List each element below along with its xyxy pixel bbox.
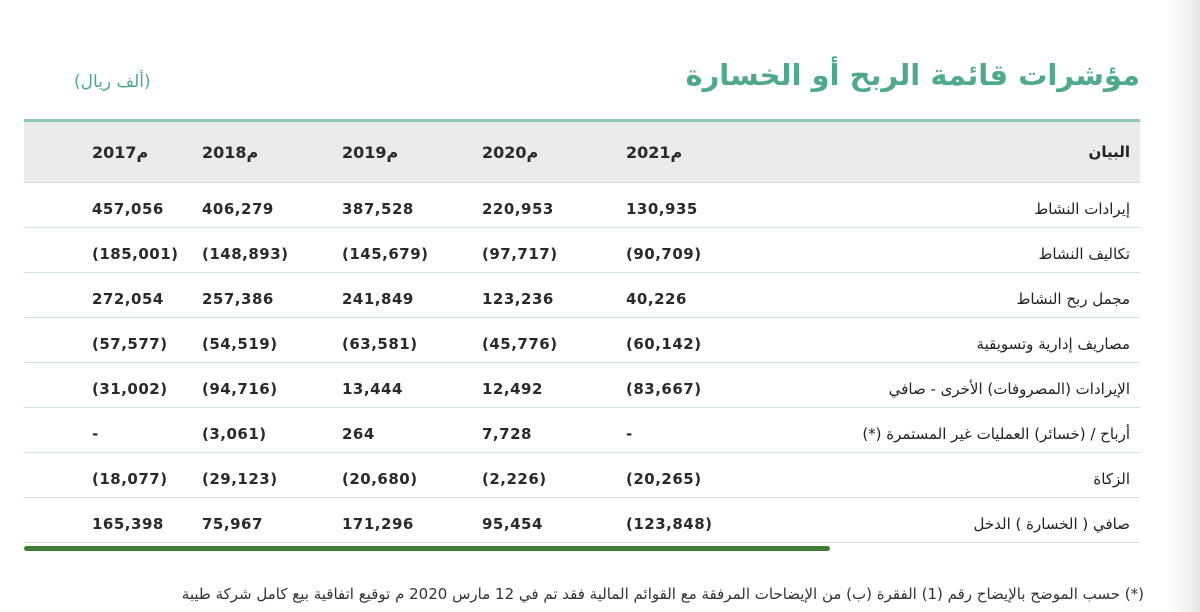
value-2020: 95,454 [482, 515, 543, 533]
value-2017: 165,398 [92, 515, 164, 533]
value-2018: 75,967 [202, 515, 263, 533]
table-row [24, 363, 1140, 408]
unit-label: (ألف ريال) [74, 72, 151, 92]
header-2018: 2018م [202, 142, 259, 162]
value-2019: 387,528 [342, 200, 414, 218]
table-header-row [24, 122, 1140, 183]
value-2018: (3,061) [202, 425, 267, 443]
value-2021: (83,667) [626, 380, 702, 398]
row-label: الإيرادات (المصروفات) الأخرى - صافي [888, 380, 1130, 398]
row-label: مصاريف إدارية وتسويقية [976, 335, 1130, 353]
header-2021: 2021م [626, 142, 683, 162]
page-title: مؤشرات قائمة الربح أو الخسارة [685, 58, 1140, 92]
value-2018: (29,123) [202, 470, 278, 488]
total-underline-bar [24, 546, 830, 551]
table-row [24, 408, 1140, 453]
value-2017: 272,054 [92, 290, 164, 308]
value-2018: 257,386 [202, 290, 274, 308]
value-2020: 123,236 [482, 290, 554, 308]
value-2017: (31,002) [92, 380, 168, 398]
value-2021: (123,848) [626, 515, 713, 533]
header-2019: 2019م [342, 142, 399, 162]
table-row-total [24, 498, 1140, 543]
value-2017: (185,001) [92, 245, 179, 263]
value-2019: 241,849 [342, 290, 414, 308]
value-2020: (97,717) [482, 245, 558, 263]
value-2019: 264 [342, 425, 375, 443]
value-2020: 220,953 [482, 200, 554, 218]
value-2018: (54,519) [202, 335, 278, 353]
header-label: البيان [1088, 143, 1130, 161]
row-label: أرباح / (خسائر) العمليات غير المستمرة (*) [862, 425, 1130, 443]
value-2021: (60,142) [626, 335, 702, 353]
value-2018: (94,716) [202, 380, 278, 398]
value-2021: (90,709) [626, 245, 702, 263]
value-2017: 457,056 [92, 200, 164, 218]
value-2020: (45,776) [482, 335, 558, 353]
header-2020: 2020م [482, 142, 539, 162]
value-2019: 13,444 [342, 380, 403, 398]
table-row [24, 453, 1140, 498]
value-2019: (20,680) [342, 470, 418, 488]
header-2017: 2017م [92, 142, 149, 162]
value-2018: 406,279 [202, 200, 274, 218]
row-label: صافي ( الخسارة ) الدخل [973, 515, 1130, 533]
value-2021: (20,265) [626, 470, 702, 488]
value-2020: 7,728 [482, 425, 532, 443]
row-label: مجمل ربح النشاط [1016, 290, 1130, 308]
table-row [24, 183, 1140, 228]
value-2017: (57,577) [92, 335, 168, 353]
value-2017: (18,077) [92, 470, 168, 488]
row-label: تكاليف النشاط [1038, 245, 1130, 263]
row-label: إيرادات النشاط [1034, 200, 1130, 218]
value-2018: (148,893) [202, 245, 289, 263]
value-2019: (63,581) [342, 335, 418, 353]
value-2021: 40,226 [626, 290, 687, 308]
income-statement-table [24, 119, 1140, 543]
value-2020: 12,492 [482, 380, 543, 398]
footnote: (*) حسب الموضح بالإيضاح رقم (1) الفقرة (ب) من الإيضاحات المرفقة مع القوائم المالية فقد تم في 12 مارس 2020 م توقيع اتفاقية بيع كامل شركة طيبة [181, 585, 1144, 603]
value-2019: 171,296 [342, 515, 414, 533]
row-label: الزكاة [1093, 470, 1130, 488]
value-2019: (145,679) [342, 245, 429, 263]
value-2017: - [92, 425, 99, 443]
table-row [24, 318, 1140, 363]
value-2020: (2,226) [482, 470, 547, 488]
table-row [24, 273, 1140, 318]
table-row [24, 228, 1140, 273]
page-edge [1168, 0, 1200, 612]
value-2021: 130,935 [626, 200, 698, 218]
value-2021: - [626, 425, 633, 443]
